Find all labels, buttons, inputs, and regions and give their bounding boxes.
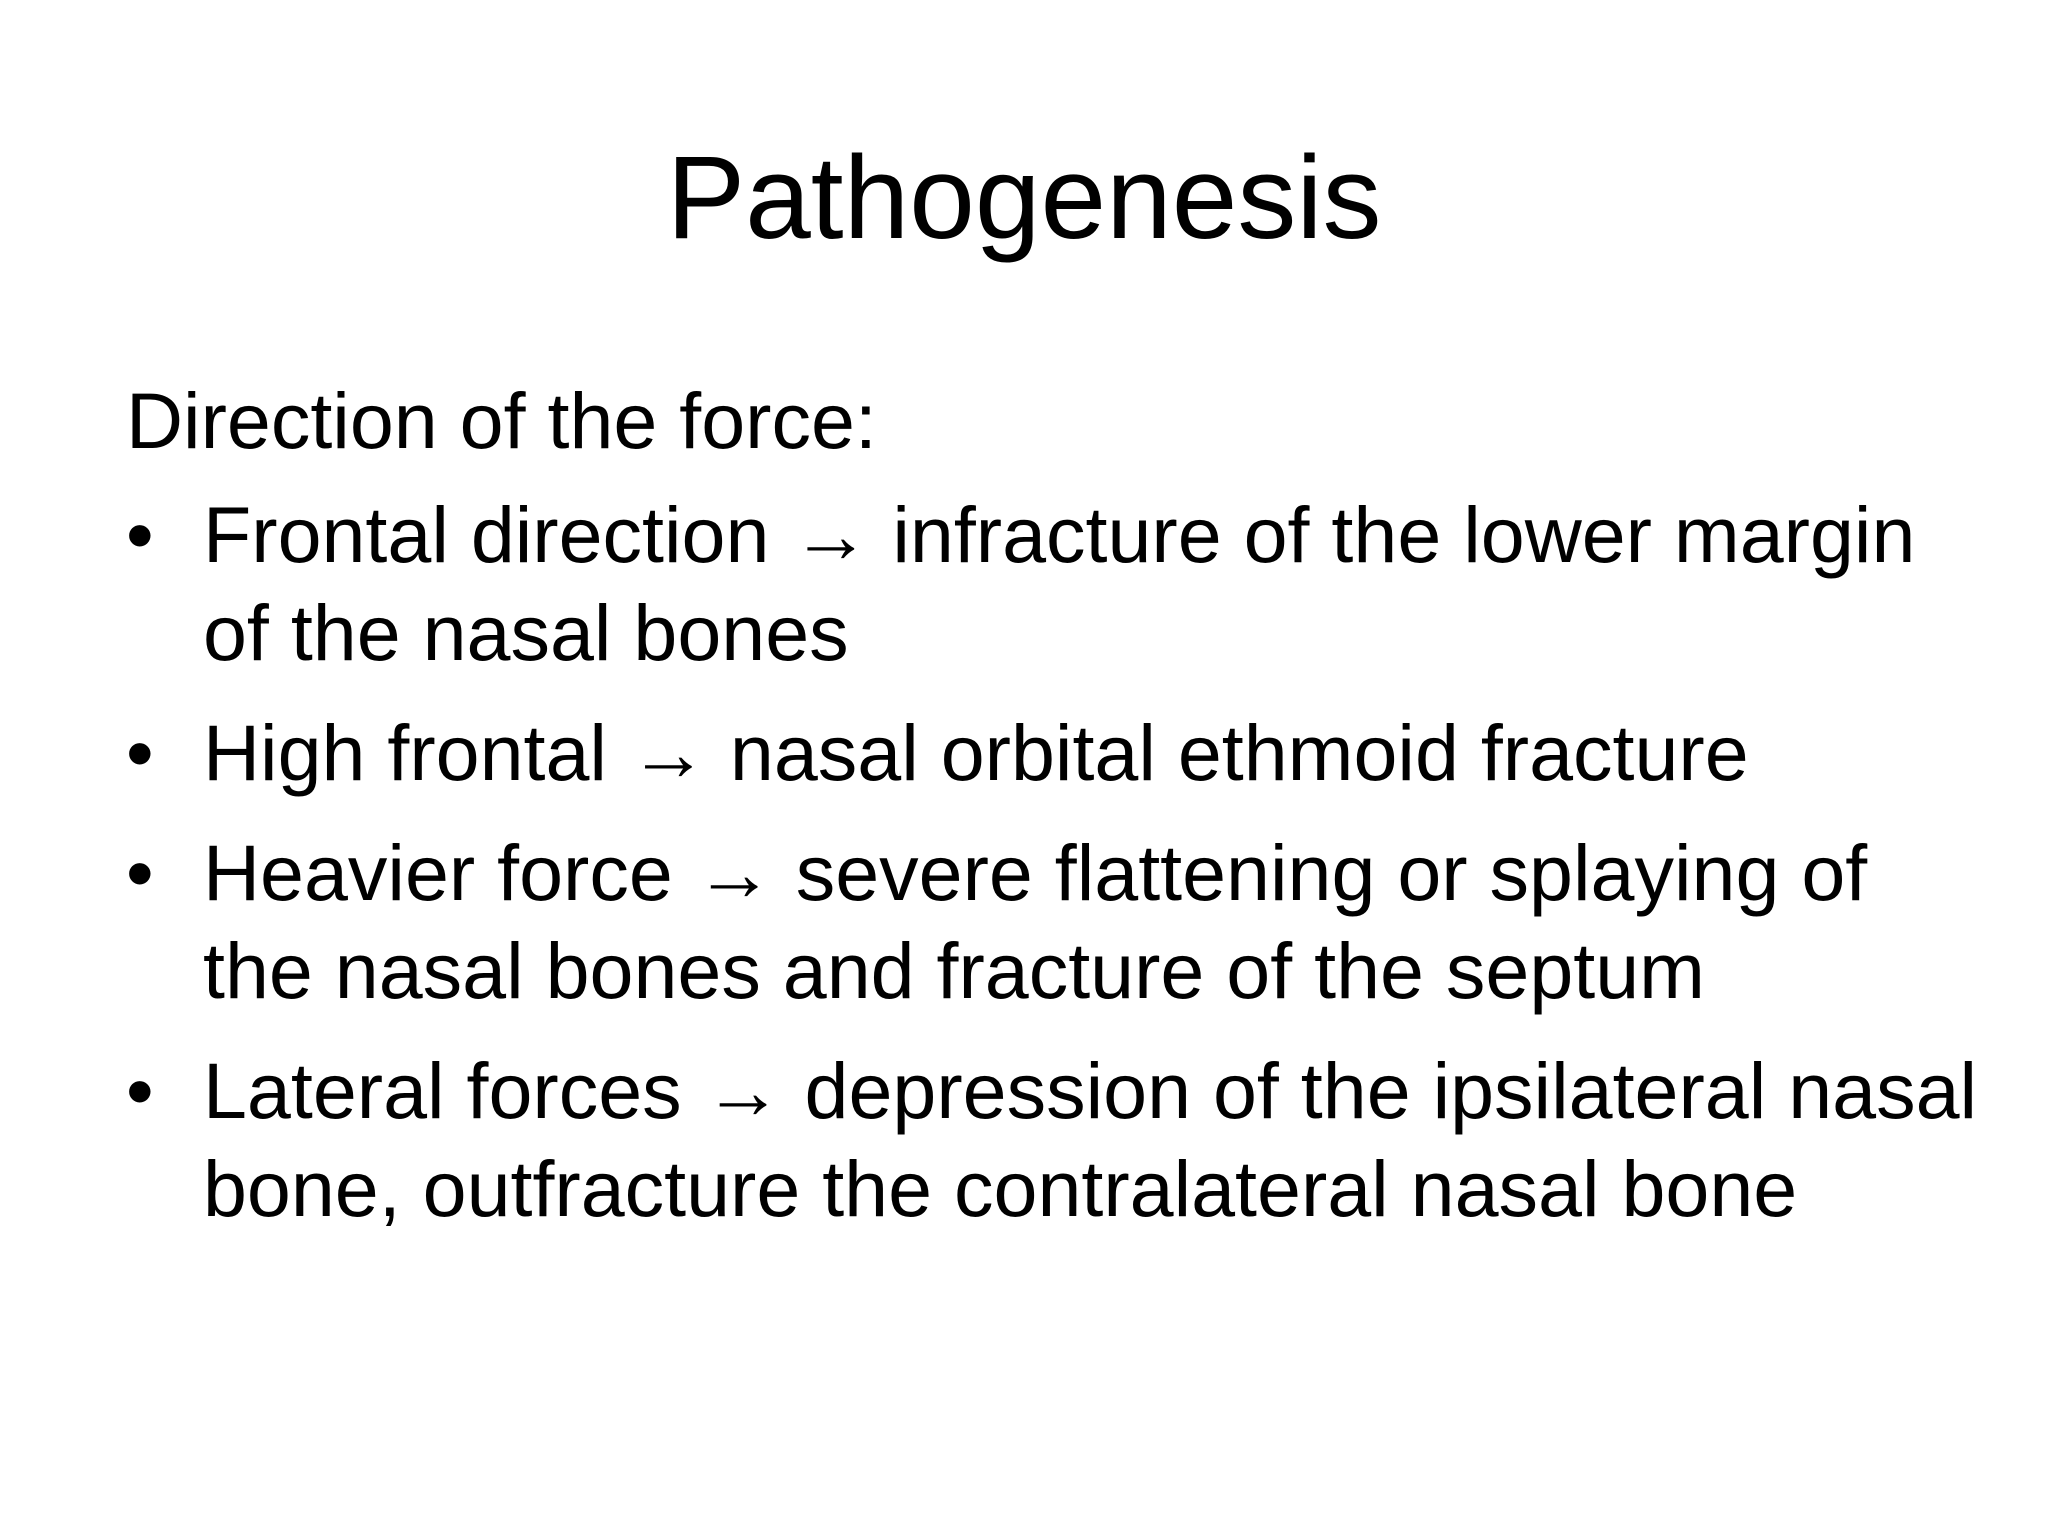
bullet-cause: Lateral forces (203, 1046, 682, 1135)
arrow-right-icon: → (628, 708, 708, 797)
bullet-cause: High frontal (203, 708, 607, 797)
slide-title: Pathogenesis (666, 132, 1382, 264)
bullet-cause: Heavier force (203, 828, 673, 917)
bullet-dot-icon: • (126, 828, 154, 917)
bullet-effect: severe flattening or splaying of the nasal bones and fracture of the septum (203, 828, 1868, 1015)
bullet-list (126, 486, 1986, 1238)
bullet-item (126, 824, 1986, 1020)
arrow-right-icon: → (791, 490, 871, 579)
arrow-right-icon: → (694, 828, 774, 917)
bullet-item (126, 486, 1986, 682)
bullet-dot-icon: • (126, 490, 154, 579)
intro-text: Direction of the force: (126, 376, 877, 465)
bullet-dot-icon: • (126, 1046, 154, 1135)
bullet-effect: nasal orbital ethmoid fracture (729, 708, 1749, 797)
bullet-item (126, 1042, 1986, 1238)
bullet-dot-icon: • (126, 708, 154, 797)
slide-content (126, 372, 1986, 1260)
arrow-right-icon: → (703, 1046, 783, 1135)
bullet-effect: infracture of the lower margin of the nasal bones (203, 490, 1916, 677)
bullet-effect: depression of the ipsilateral nasal bone, outfracture the contralateral nasal bone (203, 1046, 1978, 1233)
bullet-cause: Frontal direction (203, 490, 770, 579)
bullet-item (126, 704, 1986, 802)
